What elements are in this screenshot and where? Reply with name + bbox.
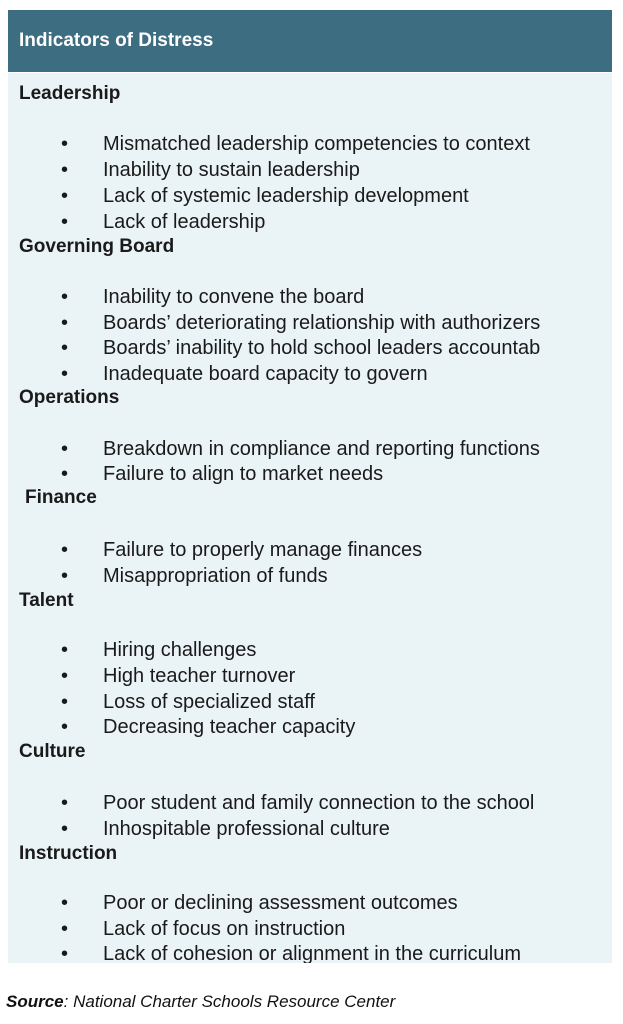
bullet-icon: • [61,438,69,460]
list-item [8,183,612,209]
list-item-text: Loss of specialized staff [103,691,315,713]
section-heading: Finance [25,487,97,508]
list-item [8,890,612,916]
bullet-icon: • [61,792,69,814]
list-item [8,335,612,361]
list-item-text: Inadequate board capacity to govern [103,363,428,385]
list-item-text: Boards’ deteriorating relationship with authorizers [103,312,541,334]
source-label: Source [6,992,64,1011]
list-item [8,714,612,740]
source-note [6,992,395,1012]
bullet-icon: • [61,159,69,181]
bullet-icon: • [61,463,69,485]
list-item [8,461,612,487]
list-item [8,131,612,157]
list-item-text: Lack of systemic leadership development [103,185,469,207]
list-item [8,637,612,663]
list-item [8,563,612,589]
list-item [8,157,612,183]
bullet-icon: • [61,133,69,155]
list-item [8,310,612,336]
list-item-text: Lack of focus on instruction [103,918,346,940]
section-heading: Governing Board [19,236,175,257]
bullet-icon: • [61,639,69,661]
list-item-text: Mismatched leadership competencies to context [103,133,530,155]
section-heading: Culture [19,741,86,762]
list-item [8,941,612,963]
list-item-text: Decreasing teacher capacity [103,716,356,738]
bullet-icon: • [61,818,69,840]
list-item [8,209,612,235]
list-item [8,361,612,387]
section-heading: Talent [19,590,74,611]
list-item-text: Inability to sustain leadership [103,159,360,181]
list-item [8,790,612,816]
list-item-text: Failure to align to market needs [103,463,384,485]
bullet-icon: • [61,363,69,385]
list-item [8,436,612,462]
list-item-text: Poor student and family connection to the school [103,792,535,814]
section-heading: Instruction [19,843,118,864]
list-item [8,663,612,689]
indicators-table [8,10,612,963]
bullet-icon: • [61,892,69,914]
bullet-icon: • [61,211,69,233]
list-item-text: Misappropriation of funds [103,565,328,587]
list-item [8,689,612,715]
list-item-text: Lack of cohesion or alignment in the curriculum [103,943,521,963]
list-item-text: Hiring challenges [103,639,257,661]
list-item-text: Poor or declining assessment outcomes [103,892,458,914]
bullet-icon: • [61,918,69,940]
list-item-text: High teacher turnover [103,665,296,687]
list-item [8,916,612,942]
list-item-text: Boards’ inability to hold school leaders accountab [103,337,541,359]
bullet-icon: • [61,185,69,207]
bullet-icon: • [61,337,69,359]
bullet-icon: • [61,691,69,713]
list-item-text: Inhospitable professional culture [103,818,390,840]
section-heading: Leadership [19,83,121,104]
table-title: Indicators of Distress [8,10,612,73]
section-heading: Operations [19,387,120,408]
list-item [8,816,612,842]
bullet-icon: • [61,312,69,334]
bullet-icon: • [61,539,69,561]
list-item-text: Inability to convene the board [103,286,365,308]
bullet-icon: • [61,565,69,587]
bullet-icon: • [61,716,69,738]
bullet-icon: • [61,943,69,963]
bullet-icon: • [61,665,69,687]
list-item [8,537,612,563]
bullet-icon: • [61,286,69,308]
source-text: : National Charter Schools Resource Center [63,992,396,1011]
list-item-text: Failure to properly manage finances [103,539,423,561]
list-item-text: Breakdown in compliance and reporting functions [103,438,540,460]
list-item [8,284,612,310]
list-item-text: Lack of leadership [103,211,266,233]
